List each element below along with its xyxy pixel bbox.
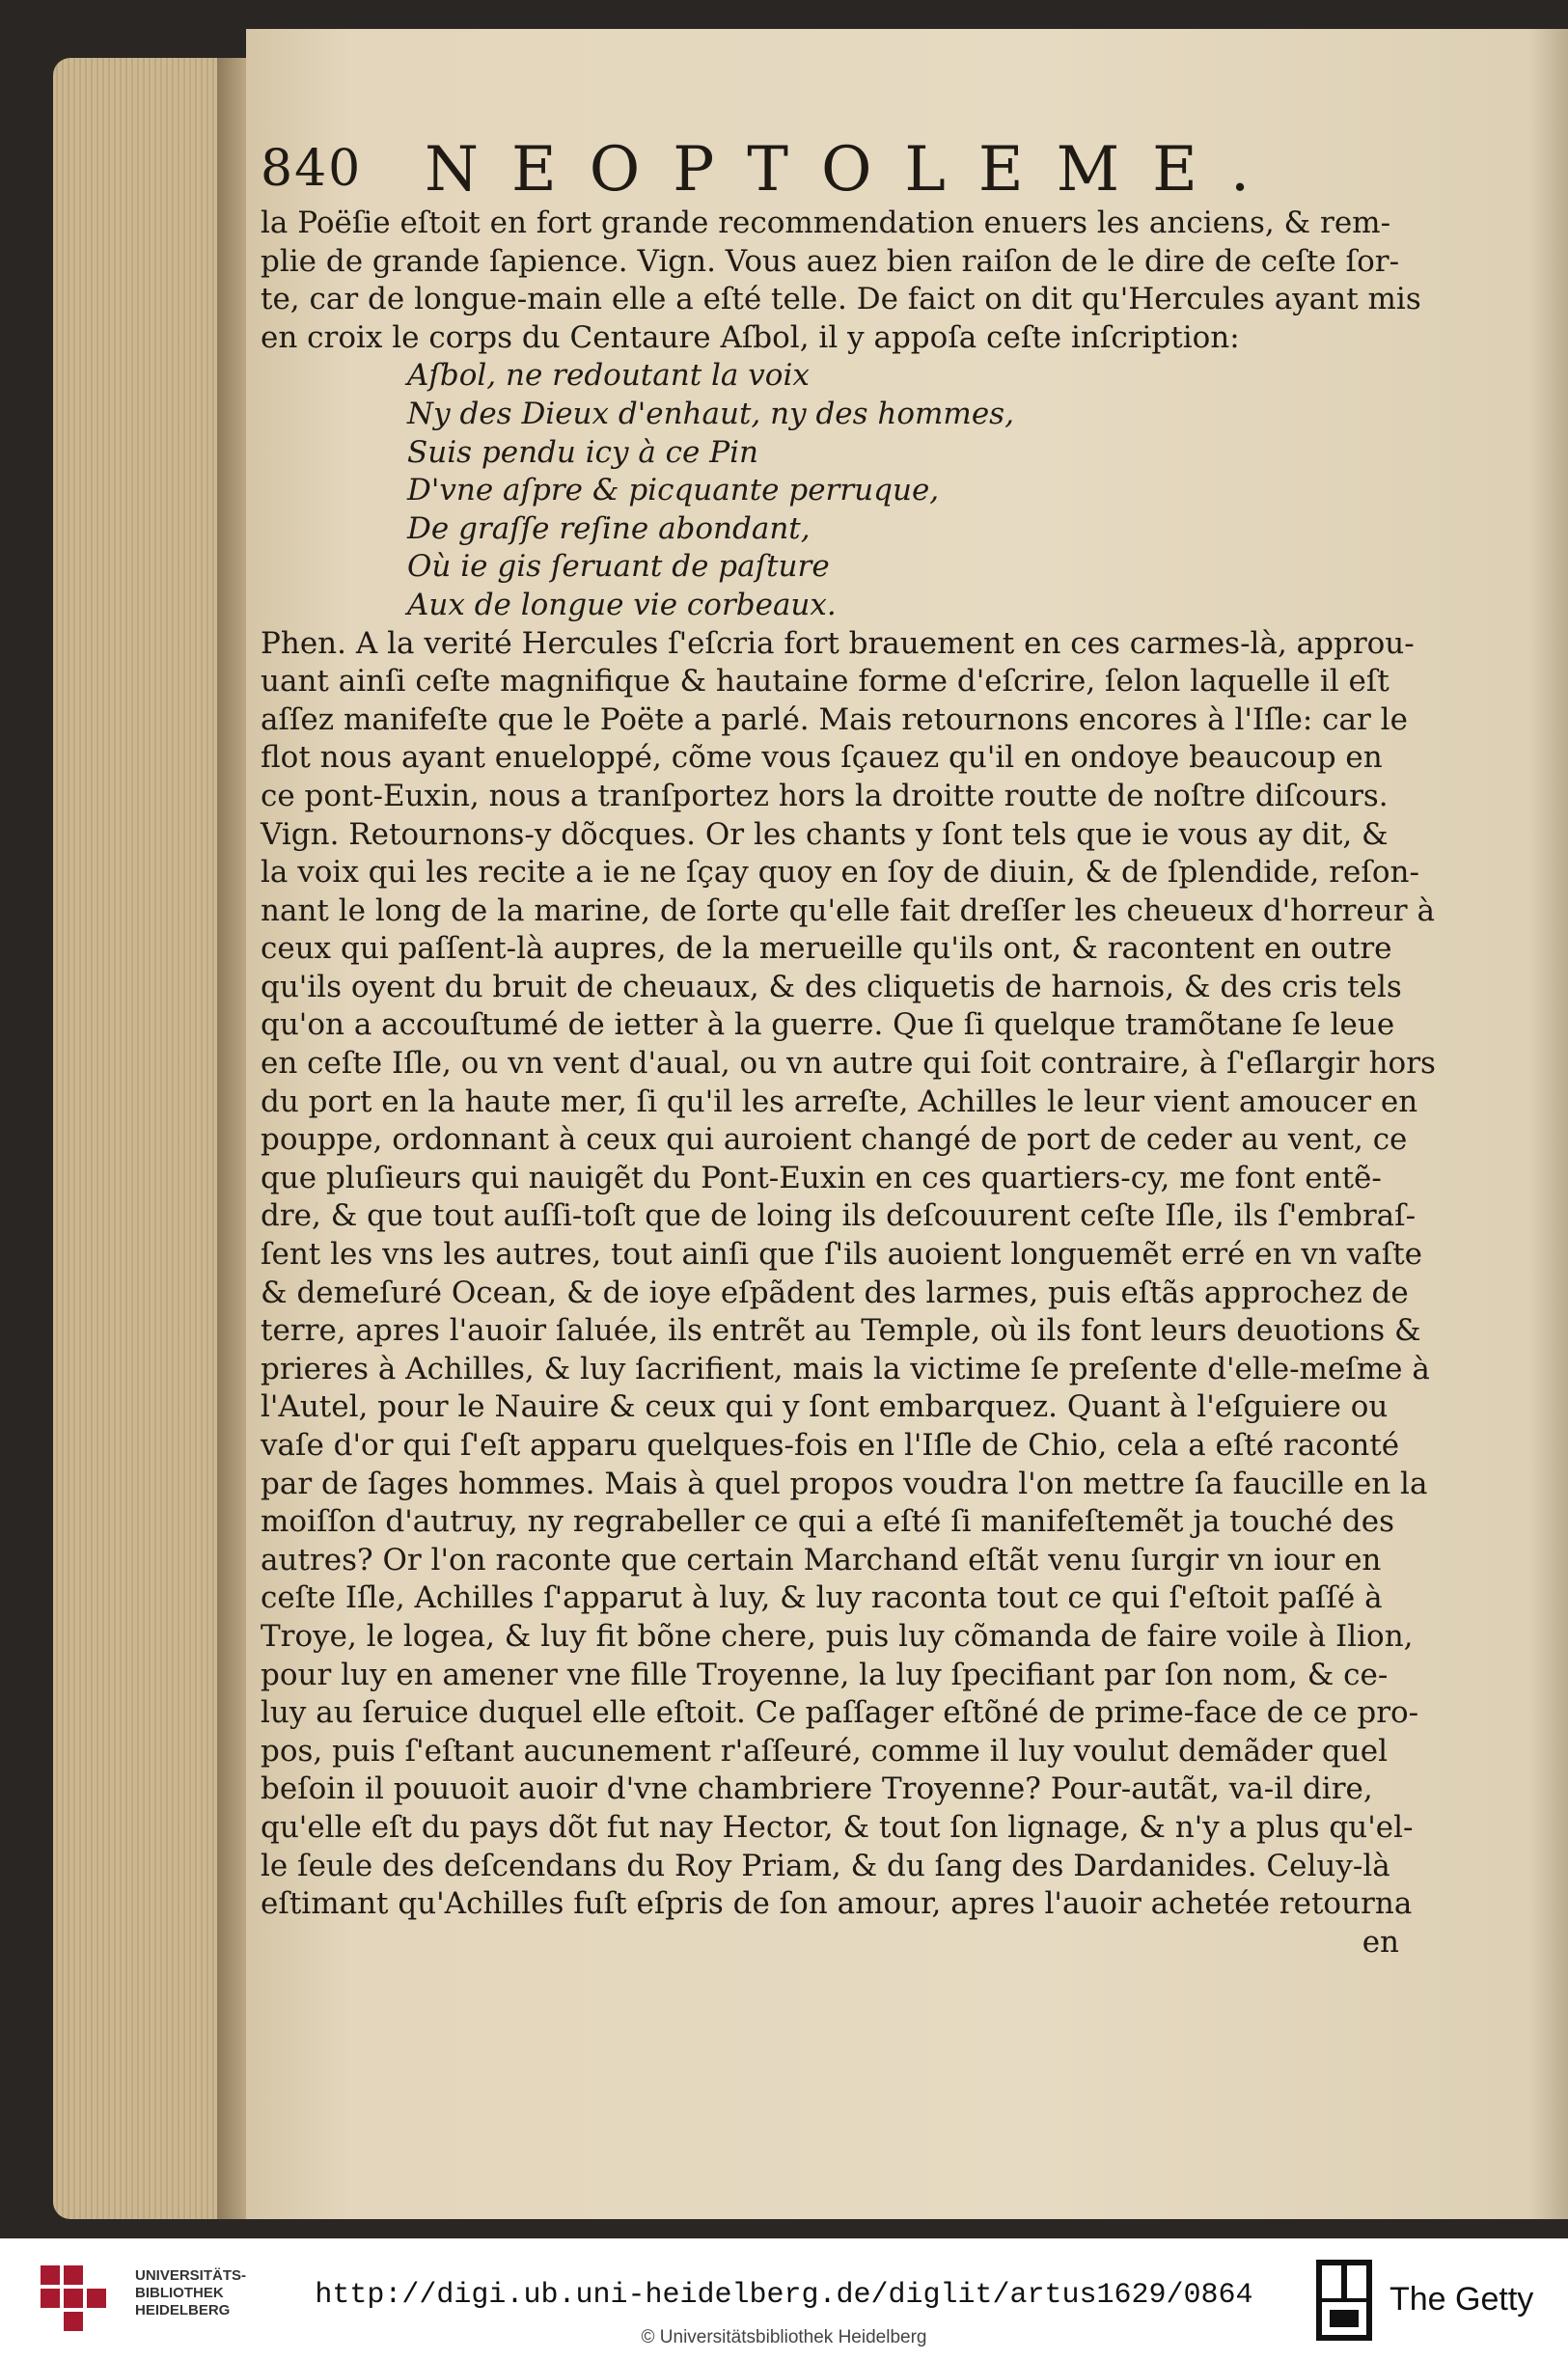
text-line: aſſez manifeſte que le Poëte a parlé. Mais retournons encores à l'Iſle: car le bbox=[261, 701, 1408, 737]
text-line: flot nous ayant enueloppé, cõme vous ſçauez qu'il en ondoye beaucoup en bbox=[261, 740, 1383, 776]
text-line: beſoin il pouuoit auoir d'vne chambriere Troyenne? Pour-autãt, va-il dire, bbox=[261, 1771, 1373, 1807]
copyright-notice: © Universitätsbibliothek Heidelberg bbox=[641, 2327, 927, 2347]
getty-name[interactable]: The Getty bbox=[1389, 2281, 1534, 2318]
text-line: moiſſon d'autruy, ny regrabeller ce qui a eſté ſi manifeſtemẽt ja touché des bbox=[261, 1504, 1395, 1540]
text-line: Troye, le logea, & luy fit bõne chere, puis luy cõmanda de faire voile à Ilion, bbox=[261, 1618, 1414, 1654]
verse-line: D'vne aſpre & picquante perruque, bbox=[407, 473, 940, 508]
text-line: ce pont-Euxin, nous a tranſportez hors la droitte routte de noſtre diſcours. bbox=[261, 778, 1389, 813]
text-line: la voix qui les recite a ie ne ſçay quoy en ſoy de diuin, & de ſplendide, reſon- bbox=[261, 855, 1419, 891]
text-line: & demeſuré Ocean, & de ioye eſpãdent des larmes, puis eſtãs approchez de bbox=[261, 1275, 1409, 1310]
verse-line: Ny des Dieux d'enhaut, ny des hommes, bbox=[407, 396, 1014, 431]
text-line: le ſeule des deſcendans du Roy Priam, & du ſang des Dardanides. Celuy-là bbox=[261, 1848, 1390, 1883]
verse-line: Où ie gis ſeruant de paſture bbox=[407, 549, 830, 585]
text-block bbox=[261, 205, 1438, 1962]
text-line: qu'ils oyent du bruit de cheuaux, & des cliquetis de harnois, & des cris tels bbox=[261, 969, 1402, 1004]
getty-logo-icon[interactable] bbox=[1316, 2260, 1372, 2341]
page-number: 840 bbox=[261, 140, 363, 198]
text-line: pour luy en amener vne fille Troyenne, la luy ſpecifiant par ſon nom, & ce- bbox=[261, 1657, 1389, 1692]
text-line: te, car de longue-main elle a eſté telle. De faict on dit qu'Hercules ayant mis bbox=[261, 282, 1421, 317]
verse-line: Aſbol, ne redoutant la voix bbox=[407, 358, 810, 394]
text-line: pouppe, ordonnant à ceux qui auroient changé de port de ceder au vent, ce bbox=[261, 1122, 1408, 1158]
text-line: eſtimant qu'Achilles fuſt eſpris de ſon amour, apres l'auoir achetée retourna bbox=[261, 1886, 1413, 1922]
viewer-footer bbox=[0, 2238, 1568, 2360]
text-line: Vign. Retournons-y dõcques. Or les chants y ſont tels que ie vous ay dit, & bbox=[261, 816, 1389, 852]
text-line: ſent les vns les autres, tout ainſi que ſ'ils auoient longuemẽt erré en vn vaſte bbox=[261, 1237, 1423, 1273]
text-line: dre, & que tout auſſi-toſt que de loing ils deſcouurent ceſte Iſle, ils ſ'embraſ- bbox=[261, 1198, 1417, 1234]
text-line: nant le long de la marine, de ſorte qu'elle fait dreſſer les cheueux d'horreur à bbox=[261, 892, 1435, 928]
catchword: en bbox=[1362, 1924, 1399, 1960]
page-header bbox=[261, 121, 1322, 207]
text-line: plie de grande ſapience. Vign. Vous auez bien raiſon de le dire de ceſte ſor- bbox=[261, 243, 1400, 279]
text-line: qu'on a accouſtumé de ietter à la guerre. Que ſi quelque tramõtane ſe leue bbox=[261, 1007, 1395, 1043]
text-line: uant ainſi ceſte magnifique & hautaine forme d'eſcrire, ſelon laquelle il eſt bbox=[261, 664, 1389, 700]
text-line: vaſe d'or qui ſ'eſt apparu quelques-fois en l'Iſle de Chio, cela a eſté raconté bbox=[261, 1428, 1400, 1463]
verse-line: Aux de longue vie corbeaux. bbox=[407, 587, 837, 622]
running-head: NEOPTOLEME. bbox=[425, 134, 1283, 206]
text-line: que pluſieurs qui nauigẽt du Pont-Euxin en ces quartiers-cy, me font entẽ- bbox=[261, 1160, 1382, 1195]
verse-line: Suis pendu icy à ce Pin bbox=[407, 434, 758, 470]
text-line: la Poëſie eſtoit en fort grande recommendation enuers les anciens, & rem- bbox=[261, 206, 1391, 240]
text-line: du port en la haute mer, ſi qu'il les arreſte, Achilles le leur vient amoucer en bbox=[261, 1084, 1418, 1119]
library-name-line: UNIVERSITÄTS- bbox=[135, 2267, 247, 2284]
text-line: ceux qui paſſent-là aupres, de la merueille qu'ils ont, & racontent en outre bbox=[261, 931, 1392, 967]
library-name-line: HEIDELBERG bbox=[135, 2302, 231, 2319]
text-line: en croix le corps du Centaure Aſbol, il y appoſa ceſte inſcription: bbox=[261, 319, 1240, 355]
text-line: prieres à Achilles, & luy ſacrifient, mais la victime ſe preſente d'elle-meſme à bbox=[261, 1351, 1430, 1386]
text-line: en ceſte Iſle, ou vn vent d'aual, ou vn autre qui ſoit contraire, à ſ'eſlargir hors bbox=[261, 1046, 1436, 1082]
text-line: par de ſages hommes. Mais à quel propos voudra l'on mettre ſa faucille en la bbox=[261, 1466, 1428, 1501]
permalink-url[interactable]: http://digi.ub.uni-heidelberg.de/diglit/artus1629/0864 bbox=[315, 2279, 1253, 2312]
text-line: pos, puis ſ'eſtant aucunement r'aſſeuré, comme il luy voulut demãder quel bbox=[261, 1733, 1388, 1769]
text-line: autres? Or l'on raconte que certain Marchand eſtãt venu ſurgir vn iour en bbox=[261, 1542, 1382, 1578]
text-line: terre, apres l'auoir ſaluée, ils entrẽt au Temple, où ils font leurs deuotions & bbox=[261, 1313, 1421, 1349]
text-line: l'Autel, pour le Nauire & ceux qui y ſont embarquez. Quant à l'eſguiere ou bbox=[261, 1389, 1389, 1425]
text-line: luy au ſeruice duquel elle eſtoit. Ce paſſager eſtõné de prime-face de ce pro- bbox=[261, 1695, 1419, 1731]
text-line: qu'elle eſt du pays dõt fut nay Hector, & tout ſon lignage, & n'y a plus qu'el- bbox=[261, 1809, 1414, 1845]
text-line: ceſte Iſle, Achilles ſ'apparut à luy, & luy raconta tout ce qui ſ'eſtoit paſſé à bbox=[261, 1580, 1383, 1616]
book-page-edges bbox=[53, 58, 227, 2219]
verse-line: De graſſe reſine abondant, bbox=[407, 510, 811, 546]
library-name-line: BIBLIOTHEK bbox=[135, 2285, 224, 2301]
text-line: Phen. A la verité Hercules ſ'eſcria fort brauement en ces carmes-là, approu- bbox=[261, 625, 1415, 661]
page-fold-shadow bbox=[1529, 29, 1568, 2219]
